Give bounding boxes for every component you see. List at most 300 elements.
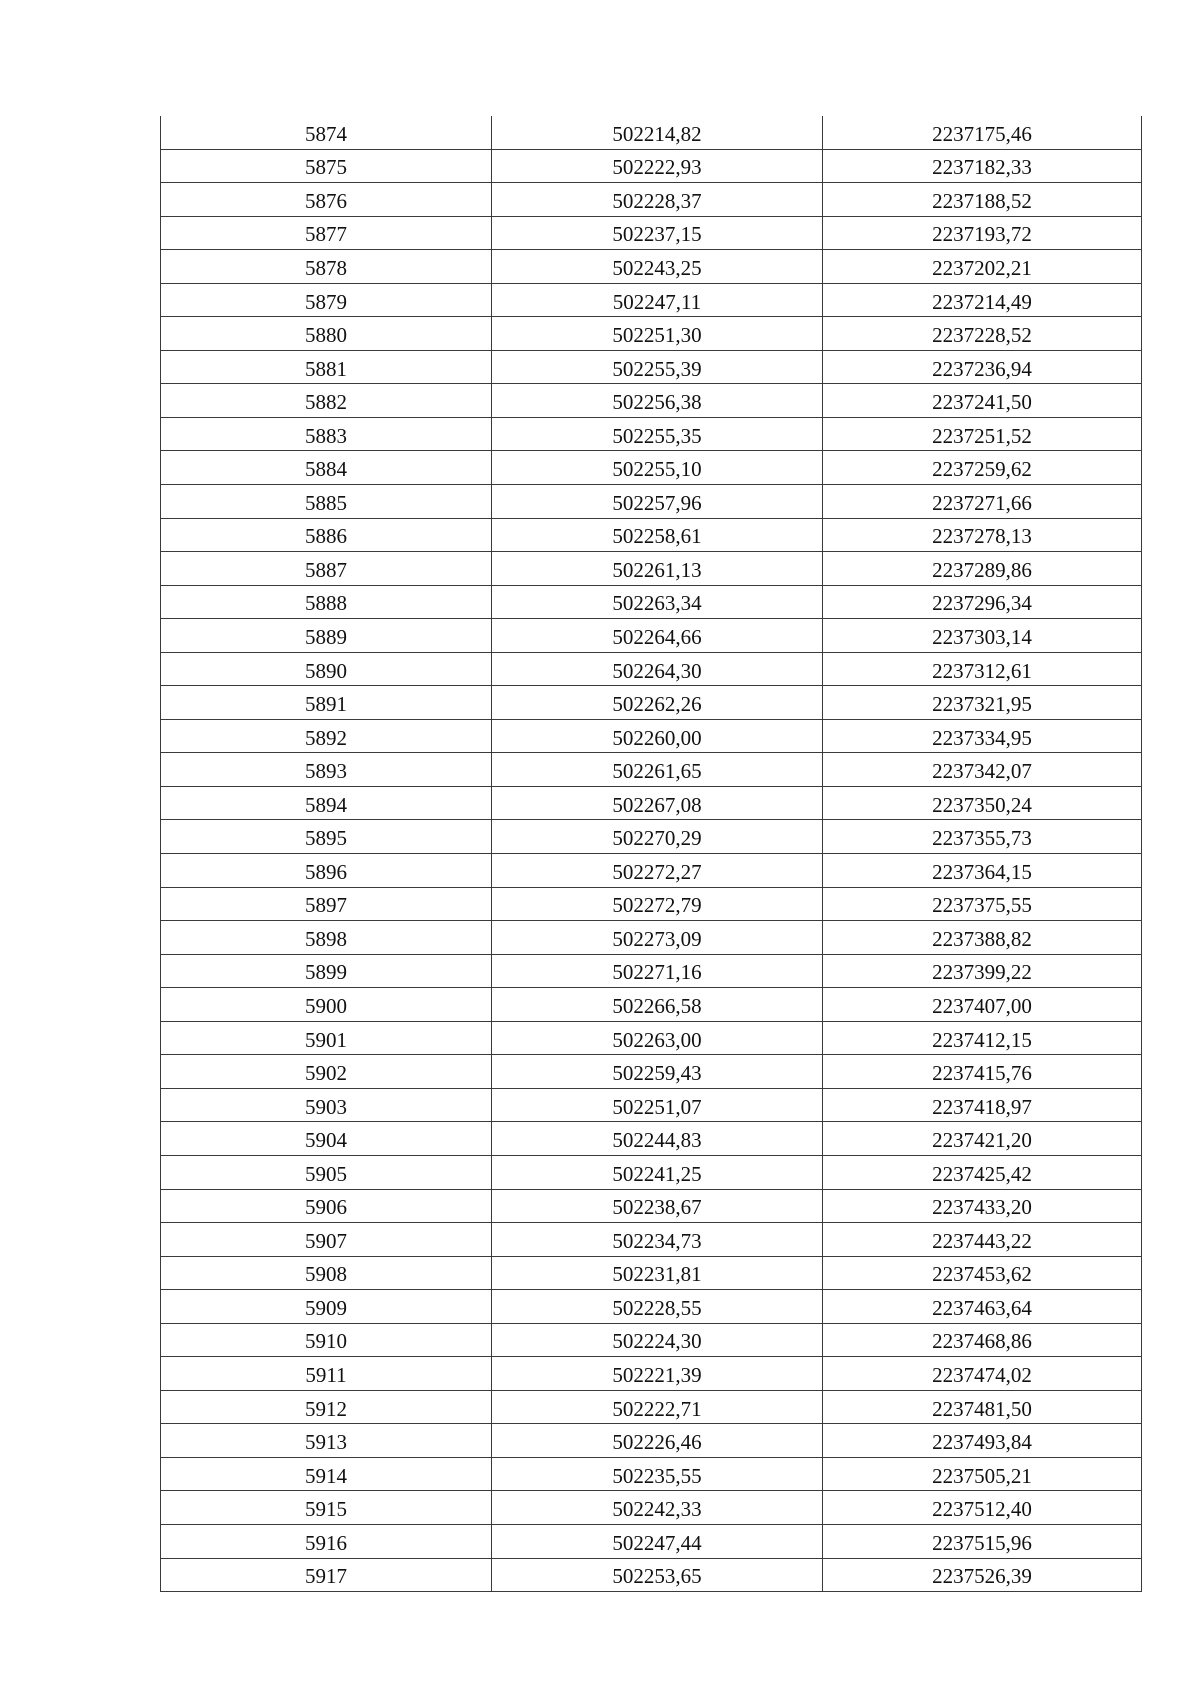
y-coordinate-cell	[823, 283, 1142, 317]
x-coordinate-cell	[492, 1088, 823, 1122]
cell-text: 5917	[305, 1564, 347, 1589]
point-number-cell	[161, 1457, 492, 1491]
x-coordinate-cell	[492, 1424, 823, 1458]
cell-text: 2237526,39	[932, 1564, 1032, 1589]
cell-text: 502228,37	[612, 188, 702, 213]
point-number-cell	[161, 1524, 492, 1558]
table-row	[161, 954, 1142, 988]
point-number-cell	[161, 719, 492, 753]
point-number-cell	[161, 1290, 492, 1324]
table-row	[161, 1357, 1142, 1391]
point-number-cell	[161, 451, 492, 485]
cell-text: 2237421,20	[932, 1128, 1032, 1153]
cell-text: 5879	[305, 289, 347, 314]
table-row	[161, 384, 1142, 418]
cell-text: 502231,81	[612, 1262, 702, 1287]
cell-text: 502267,08	[612, 792, 702, 817]
table-row	[161, 350, 1142, 384]
cell-text: 2237433,20	[932, 1195, 1032, 1220]
y-coordinate-cell	[823, 921, 1142, 955]
x-coordinate-cell	[492, 585, 823, 619]
x-coordinate-cell	[492, 1524, 823, 1558]
cell-text: 5907	[305, 1228, 347, 1253]
cell-text: 502272,27	[612, 859, 702, 884]
cell-text: 5908	[305, 1262, 347, 1287]
cell-text: 5895	[305, 826, 347, 851]
y-coordinate-cell	[823, 585, 1142, 619]
table-row	[161, 619, 1142, 653]
cell-text: 502228,55	[612, 1295, 702, 1320]
y-coordinate-cell	[823, 988, 1142, 1022]
cell-text: 2237259,62	[932, 457, 1032, 482]
cell-text: 5901	[305, 1027, 347, 1052]
table-row	[161, 451, 1142, 485]
cell-text: 2237289,86	[932, 557, 1032, 582]
x-coordinate-cell	[492, 820, 823, 854]
x-coordinate-cell	[492, 116, 823, 149]
x-coordinate-cell	[492, 417, 823, 451]
cell-text: 2237463,64	[932, 1295, 1032, 1320]
x-coordinate-cell	[492, 317, 823, 351]
table-row	[161, 1088, 1142, 1122]
table-row	[161, 686, 1142, 720]
cell-text: 502259,43	[612, 1061, 702, 1086]
cell-text: 5885	[305, 490, 347, 515]
y-coordinate-cell	[823, 183, 1142, 217]
y-coordinate-cell	[823, 887, 1142, 921]
x-coordinate-cell	[492, 250, 823, 284]
y-coordinate-cell	[823, 1357, 1142, 1391]
cell-text: 2237188,52	[932, 188, 1032, 213]
cell-text: 2237512,40	[932, 1497, 1032, 1522]
cell-text: 502261,65	[612, 759, 702, 784]
cell-text: 5916	[305, 1530, 347, 1555]
cell-text: 5903	[305, 1094, 347, 1119]
table-row	[161, 1290, 1142, 1324]
cell-text: 5874	[305, 121, 347, 146]
cell-text: 5897	[305, 893, 347, 918]
table-row	[161, 283, 1142, 317]
x-coordinate-cell	[492, 1357, 823, 1391]
table-row	[161, 1155, 1142, 1189]
x-coordinate-cell	[492, 619, 823, 653]
x-coordinate-cell	[492, 518, 823, 552]
table-row	[161, 921, 1142, 955]
point-number-cell	[161, 1424, 492, 1458]
table-row	[161, 417, 1142, 451]
cell-text: 5880	[305, 323, 347, 348]
table-row	[161, 1223, 1142, 1257]
cell-text: 5875	[305, 155, 347, 180]
point-number-cell	[161, 686, 492, 720]
table-row	[161, 250, 1142, 284]
cell-text: 2237388,82	[932, 926, 1032, 951]
point-number-cell	[161, 652, 492, 686]
table-row	[161, 652, 1142, 686]
table-row	[161, 1323, 1142, 1357]
point-number-cell	[161, 854, 492, 888]
x-coordinate-cell	[492, 1122, 823, 1156]
cell-text: 502263,00	[612, 1027, 702, 1052]
cell-text: 502221,39	[612, 1363, 702, 1387]
cell-text: 502264,30	[612, 658, 702, 683]
y-coordinate-cell	[823, 686, 1142, 720]
table-row	[161, 1390, 1142, 1424]
table-row	[161, 1021, 1142, 1055]
point-number-cell	[161, 988, 492, 1022]
x-coordinate-cell	[492, 719, 823, 753]
y-coordinate-cell	[823, 417, 1142, 451]
point-number-cell	[161, 250, 492, 284]
y-coordinate-cell	[823, 250, 1142, 284]
point-number-cell	[161, 417, 492, 451]
cell-text: 5886	[305, 524, 347, 549]
cell-text: 502270,29	[612, 826, 702, 851]
point-number-cell	[161, 619, 492, 653]
x-coordinate-cell	[492, 753, 823, 787]
y-coordinate-cell	[823, 1457, 1142, 1491]
cell-text: 5887	[305, 557, 347, 582]
cell-text: 5911	[305, 1363, 347, 1387]
y-coordinate-cell	[823, 1088, 1142, 1122]
cell-text: 502260,00	[612, 725, 702, 750]
cell-text: 2237468,86	[932, 1329, 1032, 1354]
cell-text: 502234,73	[612, 1228, 702, 1253]
point-number-cell	[161, 216, 492, 250]
cell-text: 5898	[305, 926, 347, 951]
x-coordinate-cell	[492, 1055, 823, 1089]
table-row	[161, 1524, 1142, 1558]
cell-text: 502247,44	[612, 1530, 702, 1555]
cell-text: 5913	[305, 1430, 347, 1455]
x-coordinate-cell	[492, 887, 823, 921]
y-coordinate-cell	[823, 1524, 1142, 1558]
cell-text: 502273,09	[612, 926, 702, 951]
cell-text: 2237312,61	[932, 658, 1032, 683]
x-coordinate-cell	[492, 652, 823, 686]
cell-text: 502266,58	[612, 993, 702, 1018]
x-coordinate-cell	[492, 854, 823, 888]
cell-text: 5876	[305, 188, 347, 213]
table-row	[161, 518, 1142, 552]
cell-text: 5899	[305, 960, 347, 985]
cell-text: 502222,93	[612, 155, 702, 180]
cell-text: 502241,25	[612, 1161, 702, 1186]
point-number-cell	[161, 1223, 492, 1257]
y-coordinate-cell	[823, 1290, 1142, 1324]
cell-text: 2237296,34	[932, 591, 1032, 616]
cell-text: 502247,11	[612, 289, 702, 314]
y-coordinate-cell	[823, 1323, 1142, 1357]
table-row	[161, 820, 1142, 854]
cell-text: 2237321,95	[932, 692, 1032, 717]
cell-text: 502262,26	[612, 692, 702, 717]
point-number-cell	[161, 585, 492, 619]
point-number-cell	[161, 954, 492, 988]
x-coordinate-cell	[492, 1290, 823, 1324]
table-row	[161, 149, 1142, 183]
y-coordinate-cell	[823, 116, 1142, 149]
cell-text: 2237350,24	[932, 792, 1032, 817]
cell-text: 5904	[305, 1128, 347, 1153]
y-coordinate-cell	[823, 451, 1142, 485]
y-coordinate-cell	[823, 552, 1142, 586]
point-number-cell	[161, 149, 492, 183]
table-row	[161, 1491, 1142, 1525]
cell-text: 2237278,13	[932, 524, 1032, 549]
cell-text: 2237175,46	[932, 121, 1032, 146]
point-number-cell	[161, 1357, 492, 1391]
cell-text: 2237481,50	[932, 1396, 1032, 1421]
cell-text: 5890	[305, 658, 347, 683]
point-number-cell	[161, 317, 492, 351]
table-row	[161, 216, 1142, 250]
x-coordinate-cell	[492, 283, 823, 317]
y-coordinate-cell	[823, 1155, 1142, 1189]
point-number-cell	[161, 1256, 492, 1290]
point-number-cell	[161, 820, 492, 854]
cell-text: 2237515,96	[932, 1530, 1032, 1555]
y-coordinate-cell	[823, 1491, 1142, 1525]
cell-text: 502272,79	[612, 893, 702, 918]
table-row	[161, 1055, 1142, 1089]
cell-text: 2237415,76	[932, 1061, 1032, 1086]
y-coordinate-cell	[823, 954, 1142, 988]
cell-text: 2237271,66	[932, 490, 1032, 515]
table-row	[161, 552, 1142, 586]
cell-text: 2237228,52	[932, 323, 1032, 348]
cell-text: 502251,30	[612, 323, 702, 348]
x-coordinate-cell	[492, 1021, 823, 1055]
x-coordinate-cell	[492, 350, 823, 384]
table-row	[161, 585, 1142, 619]
table-row	[161, 1558, 1142, 1592]
cell-text: 2237375,55	[932, 893, 1032, 918]
cell-text: 5896	[305, 859, 347, 884]
x-coordinate-cell	[492, 988, 823, 1022]
point-number-cell	[161, 753, 492, 787]
cell-text: 502271,16	[612, 960, 702, 985]
table-row	[161, 887, 1142, 921]
point-number-cell	[161, 485, 492, 519]
point-number-cell	[161, 1122, 492, 1156]
cell-text: 502258,61	[612, 524, 702, 549]
table-row	[161, 317, 1142, 351]
cell-text: 2237399,22	[932, 960, 1032, 985]
table-row	[161, 1424, 1142, 1458]
x-coordinate-cell	[492, 451, 823, 485]
y-coordinate-cell	[823, 384, 1142, 418]
x-coordinate-cell	[492, 1491, 823, 1525]
y-coordinate-cell	[823, 1055, 1142, 1089]
x-coordinate-cell	[492, 686, 823, 720]
y-coordinate-cell	[823, 1256, 1142, 1290]
x-coordinate-cell	[492, 1223, 823, 1257]
y-coordinate-cell	[823, 1122, 1142, 1156]
point-number-cell	[161, 1323, 492, 1357]
x-coordinate-cell	[492, 183, 823, 217]
point-number-cell	[161, 1558, 492, 1592]
cell-text: 2237241,50	[932, 390, 1032, 415]
cell-text: 2237407,00	[932, 993, 1032, 1018]
cell-text: 2237505,21	[932, 1463, 1032, 1488]
y-coordinate-cell	[823, 1223, 1142, 1257]
point-number-cell	[161, 116, 492, 149]
point-number-cell	[161, 552, 492, 586]
point-number-cell	[161, 283, 492, 317]
y-coordinate-cell	[823, 317, 1142, 351]
cell-text: 502214,82	[612, 121, 702, 146]
point-number-cell	[161, 1021, 492, 1055]
x-coordinate-cell	[492, 1390, 823, 1424]
cell-text: 2237453,62	[932, 1262, 1032, 1287]
cell-text: 2237474,02	[932, 1363, 1032, 1387]
cell-text: 2237418,97	[932, 1094, 1032, 1119]
table-row	[161, 719, 1142, 753]
cell-text: 502263,34	[612, 591, 702, 616]
cell-text: 5909	[305, 1295, 347, 1320]
x-coordinate-cell	[492, 1155, 823, 1189]
table-row	[161, 183, 1142, 217]
cell-text: 2237303,14	[932, 624, 1032, 649]
point-number-cell	[161, 786, 492, 820]
cell-text: 5884	[305, 457, 347, 482]
x-coordinate-cell	[492, 954, 823, 988]
point-number-cell	[161, 350, 492, 384]
point-number-cell	[161, 921, 492, 955]
coordinates-table	[160, 116, 1142, 1592]
cell-text: 502238,67	[612, 1195, 702, 1220]
cell-text: 5882	[305, 390, 347, 415]
cell-text: 5877	[305, 222, 347, 247]
table-row	[161, 786, 1142, 820]
x-coordinate-cell	[492, 485, 823, 519]
cell-text: 5912	[305, 1396, 347, 1421]
cell-text: 5914	[305, 1463, 347, 1488]
cell-text: 5905	[305, 1161, 347, 1186]
cell-text: 502243,25	[612, 255, 702, 280]
cell-text: 5888	[305, 591, 347, 616]
cell-text: 2237214,49	[932, 289, 1032, 314]
cell-text: 2237342,07	[932, 759, 1032, 784]
cell-text: 502255,10	[612, 457, 702, 482]
x-coordinate-cell	[492, 1189, 823, 1223]
cell-text: 2237193,72	[932, 222, 1032, 247]
cell-text: 2237334,95	[932, 725, 1032, 750]
cell-text: 5900	[305, 993, 347, 1018]
table-row	[161, 854, 1142, 888]
x-coordinate-cell	[492, 552, 823, 586]
x-coordinate-cell	[492, 384, 823, 418]
cell-text: 5893	[305, 759, 347, 784]
cell-text: 502264,66	[612, 624, 702, 649]
cell-text: 5883	[305, 423, 347, 448]
cell-text: 5915	[305, 1497, 347, 1522]
table-row	[161, 116, 1142, 149]
y-coordinate-cell	[823, 485, 1142, 519]
table-row	[161, 753, 1142, 787]
y-coordinate-cell	[823, 518, 1142, 552]
y-coordinate-cell	[823, 652, 1142, 686]
table-row	[161, 485, 1142, 519]
cell-text: 502237,15	[612, 222, 702, 247]
y-coordinate-cell	[823, 820, 1142, 854]
cell-text: 5894	[305, 792, 347, 817]
x-coordinate-cell	[492, 1457, 823, 1491]
y-coordinate-cell	[823, 719, 1142, 753]
cell-text: 502244,83	[612, 1128, 702, 1153]
cell-text: 502226,46	[612, 1430, 702, 1455]
x-coordinate-cell	[492, 149, 823, 183]
x-coordinate-cell	[492, 1256, 823, 1290]
cell-text: 502261,13	[612, 557, 702, 582]
cell-text: 2237182,33	[932, 155, 1032, 180]
cell-text: 2237364,15	[932, 859, 1032, 884]
cell-text: 2237425,42	[932, 1161, 1032, 1186]
cell-text: 5889	[305, 624, 347, 649]
cell-text: 2237443,22	[932, 1228, 1032, 1253]
table-row	[161, 988, 1142, 1022]
cell-text: 2237251,52	[932, 423, 1032, 448]
cell-text: 2237355,73	[932, 826, 1032, 851]
cell-text: 502242,33	[612, 1497, 702, 1522]
point-number-cell	[161, 1055, 492, 1089]
cell-text: 5906	[305, 1195, 347, 1220]
x-coordinate-cell	[492, 786, 823, 820]
cell-text: 502255,35	[612, 423, 702, 448]
y-coordinate-cell	[823, 1424, 1142, 1458]
cell-text: 502224,30	[612, 1329, 702, 1354]
point-number-cell	[161, 1491, 492, 1525]
point-number-cell	[161, 1088, 492, 1122]
cell-text: 502257,96	[612, 490, 702, 515]
cell-text: 502235,55	[612, 1463, 702, 1488]
y-coordinate-cell	[823, 1558, 1142, 1592]
y-coordinate-cell	[823, 216, 1142, 250]
cell-text: 2237202,21	[932, 255, 1032, 280]
point-number-cell	[161, 887, 492, 921]
cell-text: 5878	[305, 255, 347, 280]
y-coordinate-cell	[823, 149, 1142, 183]
point-number-cell	[161, 1189, 492, 1223]
cell-text: 2237412,15	[932, 1027, 1032, 1052]
x-coordinate-cell	[492, 1558, 823, 1592]
y-coordinate-cell	[823, 1390, 1142, 1424]
x-coordinate-cell	[492, 921, 823, 955]
y-coordinate-cell	[823, 350, 1142, 384]
y-coordinate-cell	[823, 854, 1142, 888]
table-row	[161, 1122, 1142, 1156]
cell-text: 5891	[305, 692, 347, 717]
point-number-cell	[161, 1155, 492, 1189]
table-row	[161, 1189, 1142, 1223]
table-row	[161, 1457, 1142, 1491]
cell-text: 5892	[305, 725, 347, 750]
cell-text: 5881	[305, 356, 347, 381]
table-row	[161, 1256, 1142, 1290]
y-coordinate-cell	[823, 1189, 1142, 1223]
cell-text: 2237236,94	[932, 356, 1032, 381]
coordinates-table-body	[161, 116, 1142, 1592]
cell-text: 502253,65	[612, 1564, 702, 1589]
cell-text: 5910	[305, 1329, 347, 1354]
x-coordinate-cell	[492, 216, 823, 250]
cell-text: 502251,07	[612, 1094, 702, 1119]
cell-text: 502222,71	[612, 1396, 702, 1421]
y-coordinate-cell	[823, 786, 1142, 820]
point-number-cell	[161, 183, 492, 217]
cell-text: 5902	[305, 1061, 347, 1086]
